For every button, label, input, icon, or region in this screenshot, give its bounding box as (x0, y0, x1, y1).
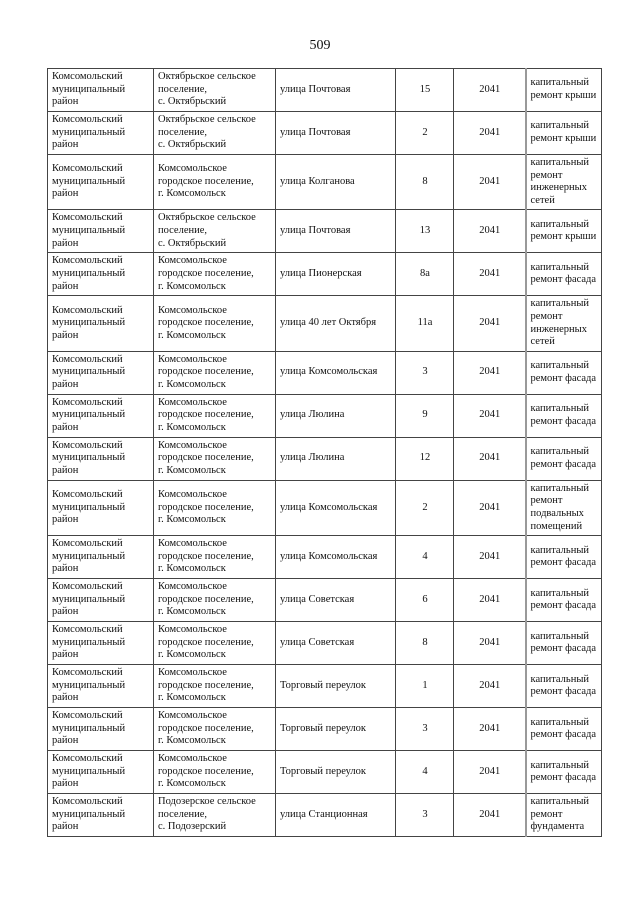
table-row (48, 437, 602, 480)
street-cell: улица Пионерская (276, 253, 396, 296)
street-cell: улица Люлина (276, 394, 396, 437)
district-cell: Комсомольский муниципальный район (48, 794, 154, 837)
settlement-cell: Комсомольское городское поселение, г. Комсомольск (154, 708, 276, 751)
work-cell: капитальный ремонт подвальных помещений (526, 480, 602, 535)
street-cell: Торговый переулок (276, 751, 396, 794)
district-cell: Комсомольский муниципальный район (48, 708, 154, 751)
settlement-cell: Комсомольское городское поселение, г. Комсомольск (154, 253, 276, 296)
house-cell: 1 (396, 665, 454, 708)
table-row (48, 253, 602, 296)
work-cell: капитальный ремонт фасада (526, 708, 602, 751)
table-row (48, 155, 602, 210)
table-row (48, 536, 602, 579)
work-cell: капитальный ремонт фасада (526, 751, 602, 794)
house-cell: 6 (396, 579, 454, 622)
year-cell: 2041 (454, 155, 526, 210)
house-cell: 12 (396, 437, 454, 480)
district-cell: Комсомольский муниципальный район (48, 579, 154, 622)
district-cell: Комсомольский муниципальный район (48, 536, 154, 579)
district-cell: Комсомольский муниципальный район (48, 437, 154, 480)
district-cell: Комсомольский муниципальный район (48, 665, 154, 708)
year-cell: 2041 (454, 253, 526, 296)
house-cell: 8 (396, 622, 454, 665)
house-cell: 4 (396, 751, 454, 794)
page-number: 509 (309, 38, 331, 53)
work-cell: капитальный ремонт фасада (526, 579, 602, 622)
settlement-cell: Октябрьское сельское поселение, с. Октябрьский (154, 210, 276, 253)
table-row (48, 351, 602, 394)
year-cell: 2041 (454, 437, 526, 480)
settlement-cell: Октябрьское сельское поселение, с. Октябрьский (154, 112, 276, 155)
street-cell: улица Комсомольская (276, 480, 396, 535)
street-cell: улица Почтовая (276, 210, 396, 253)
district-cell: Комсомольский муниципальный район (48, 253, 154, 296)
work-cell: капитальный ремонт фасада (526, 665, 602, 708)
repair-schedule-table (47, 68, 602, 837)
district-cell: Комсомольский муниципальный район (48, 155, 154, 210)
house-cell: 3 (396, 794, 454, 837)
work-cell: капитальный ремонт фундамента (526, 794, 602, 837)
year-cell: 2041 (454, 69, 526, 112)
table-row (48, 622, 602, 665)
year-cell: 2041 (454, 708, 526, 751)
street-cell: улица Комсомольская (276, 351, 396, 394)
settlement-cell: Комсомольское городское поселение, г. Комсомольск (154, 296, 276, 351)
settlement-cell: Комсомольское городское поселение, г. Комсомольск (154, 155, 276, 210)
house-cell: 3 (396, 708, 454, 751)
street-cell: улица 40 лет Октября (276, 296, 396, 351)
settlement-cell: Комсомольское городское поселение, г. Комсомольск (154, 751, 276, 794)
work-cell: капитальный ремонт фасада (526, 437, 602, 480)
settlement-cell: Комсомольское городское поселение, г. Комсомольск (154, 536, 276, 579)
district-cell: Комсомольский муниципальный район (48, 112, 154, 155)
district-cell: Комсомольский муниципальный район (48, 69, 154, 112)
settlement-cell: Комсомольское городское поселение, г. Комсомольск (154, 622, 276, 665)
house-cell: 2 (396, 480, 454, 535)
year-cell: 2041 (454, 351, 526, 394)
work-cell: капитальный ремонт крыши (526, 112, 602, 155)
district-cell: Комсомольский муниципальный район (48, 480, 154, 535)
house-cell: 8а (396, 253, 454, 296)
district-cell: Комсомольский муниципальный район (48, 622, 154, 665)
house-cell: 4 (396, 536, 454, 579)
table-row (48, 394, 602, 437)
year-cell: 2041 (454, 536, 526, 579)
year-cell: 2041 (454, 622, 526, 665)
settlement-cell: Комсомольское городское поселение, г. Комсомольск (154, 351, 276, 394)
work-cell: капитальный ремонт крыши (526, 69, 602, 112)
settlement-cell: Комсомольское городское поселение, г. Комсомольск (154, 437, 276, 480)
street-cell: улица Советская (276, 622, 396, 665)
district-cell: Комсомольский муниципальный район (48, 751, 154, 794)
settlement-cell: Комсомольское городское поселение, г. Комсомольск (154, 665, 276, 708)
work-cell: капитальный ремонт фасада (526, 536, 602, 579)
work-cell: капитальный ремонт фасада (526, 253, 602, 296)
table-row (48, 480, 602, 535)
settlement-cell: Комсомольское городское поселение, г. Комсомольск (154, 480, 276, 535)
table-row (48, 296, 602, 351)
settlement-cell: Подозерское сельское поселение, с. Подозерский (154, 794, 276, 837)
work-cell: капитальный ремонт крыши (526, 210, 602, 253)
district-cell: Комсомольский муниципальный район (48, 351, 154, 394)
year-cell: 2041 (454, 794, 526, 837)
table-row (48, 112, 602, 155)
year-cell: 2041 (454, 480, 526, 535)
work-cell: капитальный ремонт инженерных сетей (526, 155, 602, 210)
year-cell: 2041 (454, 394, 526, 437)
settlement-cell: Комсомольское городское поселение, г. Комсомольск (154, 394, 276, 437)
house-cell: 3 (396, 351, 454, 394)
house-cell: 11а (396, 296, 454, 351)
year-cell: 2041 (454, 112, 526, 155)
house-cell: 15 (396, 69, 454, 112)
year-cell: 2041 (454, 296, 526, 351)
table-row (48, 708, 602, 751)
table-row (48, 751, 602, 794)
street-cell: улица Колганова (276, 155, 396, 210)
district-cell: Комсомольский муниципальный район (48, 296, 154, 351)
year-cell: 2041 (454, 579, 526, 622)
street-cell: улица Почтовая (276, 69, 396, 112)
street-cell: улица Люлина (276, 437, 396, 480)
year-cell: 2041 (454, 751, 526, 794)
year-cell: 2041 (454, 665, 526, 708)
street-cell: улица Советская (276, 579, 396, 622)
year-cell: 2041 (454, 210, 526, 253)
work-cell: капитальный ремонт фасада (526, 622, 602, 665)
house-cell: 2 (396, 112, 454, 155)
work-cell: капитальный ремонт фасада (526, 351, 602, 394)
street-cell: улица Станционная (276, 794, 396, 837)
settlement-cell: Октябрьское сельское поселение, с. Октябрьский (154, 69, 276, 112)
table-row (48, 69, 602, 112)
settlement-cell: Комсомольское городское поселение, г. Комсомольск (154, 579, 276, 622)
work-cell: капитальный ремонт фасада (526, 394, 602, 437)
table-row (48, 579, 602, 622)
house-cell: 13 (396, 210, 454, 253)
table-row (48, 665, 602, 708)
street-cell: Торговый переулок (276, 708, 396, 751)
table-row (48, 210, 602, 253)
district-cell: Комсомольский муниципальный район (48, 210, 154, 253)
house-cell: 8 (396, 155, 454, 210)
street-cell: улица Почтовая (276, 112, 396, 155)
work-cell: капитальный ремонт инженерных сетей (526, 296, 602, 351)
table-row (48, 794, 602, 837)
house-cell: 9 (396, 394, 454, 437)
street-cell: Торговый переулок (276, 665, 396, 708)
district-cell: Комсомольский муниципальный район (48, 394, 154, 437)
street-cell: улица Комсомольская (276, 536, 396, 579)
